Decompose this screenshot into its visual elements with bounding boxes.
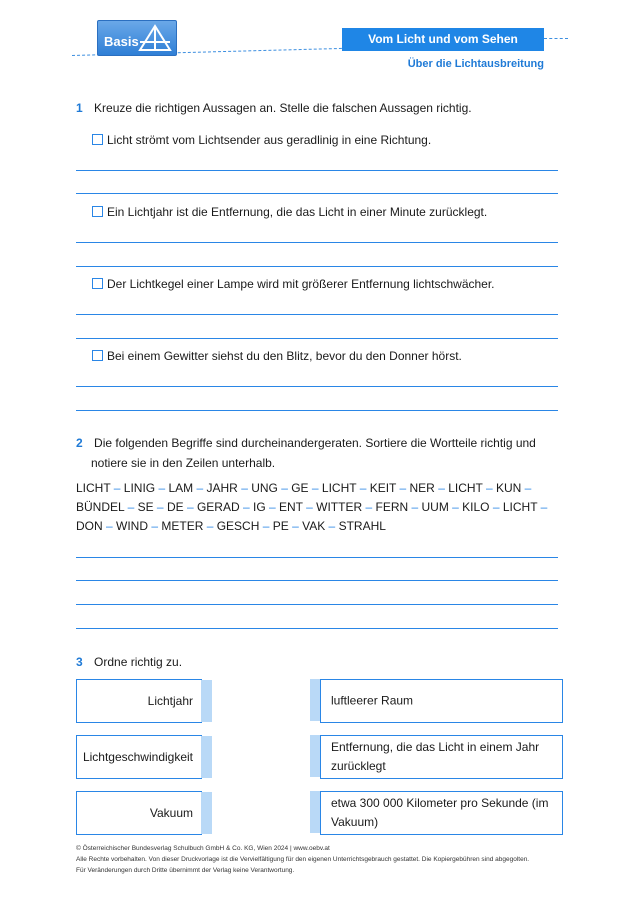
word-separator: – (259, 519, 273, 533)
term-box-vakuum[interactable] (76, 791, 202, 835)
word-fragment: METER (161, 519, 204, 533)
triangle-logo-icon (138, 24, 172, 52)
word-separator: – (277, 481, 292, 495)
word-separator: – (537, 500, 548, 514)
word-separator: – (153, 500, 167, 514)
box-shade (201, 792, 212, 834)
word-fragment: STRAHL (338, 519, 386, 533)
word-fragment: SE (137, 500, 154, 514)
task1-heading (76, 98, 472, 118)
word-separator: – (434, 481, 449, 495)
word-separator: – (408, 500, 422, 514)
word-separator: – (148, 519, 162, 533)
answer-line[interactable] (76, 242, 558, 243)
answer-line[interactable] (76, 193, 558, 194)
word-fragment: DE (166, 500, 184, 514)
statement-text: Bei einem Gewitter siehst du den Blitz, bevor du den Donner hörst. (107, 349, 462, 363)
definition-text: Entfernung, die das Licht in einem Jahr zurücklegt (331, 740, 540, 773)
word-fragment: GERAD (196, 500, 240, 514)
term-label: Lichtgeschwindigkeit (82, 750, 193, 764)
footer-copyright: © Österreichischer Bundesverlag Schulbuch GmbH & Co. KG, Wien 2024 | www.oebv.at (76, 845, 330, 852)
word-separator: – (308, 481, 322, 495)
definition-text: etwa 300 000 Kilometer pro Sekunde (im Vakuum) (331, 796, 549, 829)
definition-box[interactable] (320, 791, 563, 835)
word-separator: – (110, 481, 124, 495)
footer-responsibility: Für Veränderungen durch Dritte übernimmt der Verlag keine Verantwortung. (76, 867, 295, 874)
word-separator: – (302, 500, 317, 514)
checkbox[interactable] (92, 134, 103, 145)
task3-number: 3 (76, 655, 83, 669)
term-box-lichtjahr[interactable] (76, 679, 202, 723)
word-separator: – (155, 481, 169, 495)
word-fragment: GE (291, 481, 309, 495)
page-subtitle: Über die Lichtausbreitung (407, 58, 544, 70)
word-separator: – (265, 500, 279, 514)
word-separator: – (489, 500, 503, 514)
answer-line[interactable] (76, 580, 558, 581)
term-label: Lichtjahr (147, 694, 193, 708)
word-fragment: GESCH (216, 519, 260, 533)
task2-instruction-2: notiere sie in den Zeilen unterhalb. (91, 456, 276, 470)
checkbox[interactable] (92, 350, 103, 361)
page-title: Vom Licht und vom Sehen (342, 28, 544, 51)
definition-text: luftleerer Raum (331, 693, 414, 708)
box-shade (201, 680, 212, 722)
answer-line[interactable] (76, 628, 558, 629)
word-fragment: UNG (251, 481, 278, 495)
word-fragment: DON (76, 519, 103, 533)
word-separator: – (521, 481, 532, 495)
word-fragments (76, 479, 576, 536)
answer-line[interactable] (76, 386, 558, 387)
word-fragment: UUM (421, 500, 449, 514)
statement-item[interactable] (92, 202, 487, 222)
word-fragment: NER (409, 481, 435, 495)
answer-line[interactable] (76, 557, 558, 558)
task3-instruction: Ordne richtig zu. (94, 655, 183, 669)
word-fragment: ENT (279, 500, 303, 514)
word-fragment: VAK (302, 519, 326, 533)
answer-line[interactable] (76, 170, 558, 171)
word-separator: – (183, 500, 197, 514)
word-fragment: KUN (496, 481, 522, 495)
task2-number: 2 (76, 436, 83, 450)
header-dashed-line-right (544, 38, 568, 39)
word-fragment: KEIT (369, 481, 397, 495)
answer-line[interactable] (76, 266, 558, 267)
statement-text: Ein Lichtjahr ist die Entfernung, die das Licht in einer Minute zurücklegt. (107, 205, 488, 219)
word-fragment: FERN (375, 500, 409, 514)
word-fragment: LICHT (321, 481, 357, 495)
logo-text: Basis (104, 34, 139, 49)
term-label: Vakuum (149, 806, 193, 820)
word-fragment: PE (272, 519, 289, 533)
word-fragment: LICHT (502, 500, 538, 514)
answer-line[interactable] (76, 410, 558, 411)
statement-item[interactable] (92, 130, 431, 150)
word-separator: – (102, 519, 117, 533)
word-separator: – (396, 481, 410, 495)
task2-heading (76, 433, 576, 473)
task3-heading (76, 652, 182, 672)
answer-line[interactable] (76, 314, 558, 315)
word-separator: – (239, 500, 253, 514)
footer (76, 843, 616, 876)
statement-text: Der Lichtkegel einer Lampe wird mit größerer Entfernung lichtschwächer. (107, 277, 495, 291)
word-separator: – (237, 481, 252, 495)
word-fragment: LINIG (123, 481, 156, 495)
word-separator: – (325, 519, 339, 533)
word-separator: – (356, 481, 370, 495)
word-separator: – (362, 500, 376, 514)
word-separator: – (203, 519, 217, 533)
word-separator: – (124, 500, 138, 514)
word-fragment: IG (252, 500, 266, 514)
answer-line[interactable] (76, 604, 558, 605)
definition-box[interactable] (320, 735, 563, 779)
word-fragment: LICHT (448, 481, 483, 495)
word-fragment: JAHR (206, 481, 238, 495)
word-fragment: LAM (168, 481, 194, 495)
box-shade (201, 736, 212, 778)
statement-item[interactable] (92, 346, 462, 366)
word-separator: – (448, 500, 463, 514)
answer-line[interactable] (76, 338, 558, 339)
word-separator: – (482, 481, 496, 495)
statement-text: Licht strömt vom Lichtsender aus geradlinig in eine Richtung. (107, 133, 432, 147)
statement-item[interactable] (92, 274, 495, 294)
checkbox[interactable] (92, 206, 103, 217)
definition-box[interactable] (320, 679, 563, 723)
word-separator: – (193, 481, 207, 495)
task2-instruction-1: Die folgenden Begriffe sind durcheinandergeraten. Sortiere die Wortteile richtig und (94, 436, 536, 450)
footer-rights: Alle Rechte vorbehalten. Von dieser Druckvorlage ist die Vervielfältigung für den eigenen Unterrichtsgebrauch gestattet. Die Kopiergebühren sind abgegolten. (76, 856, 530, 863)
word-fragment: KILO (462, 500, 490, 514)
word-separator: – (288, 519, 303, 533)
term-box-lichtgeschwindigkeit[interactable] (76, 735, 202, 779)
word-fragment: LICHT (76, 481, 111, 495)
checkbox[interactable] (92, 278, 103, 289)
word-fragment: WITTER (316, 500, 363, 514)
word-fragment: WIND (116, 519, 149, 533)
task1-number: 1 (76, 101, 83, 115)
word-fragment: BÜNDEL (76, 500, 125, 514)
task1-instruction: Kreuze die richtigen Aussagen an. Stelle die falschen Aussagen richtig. (94, 101, 472, 115)
